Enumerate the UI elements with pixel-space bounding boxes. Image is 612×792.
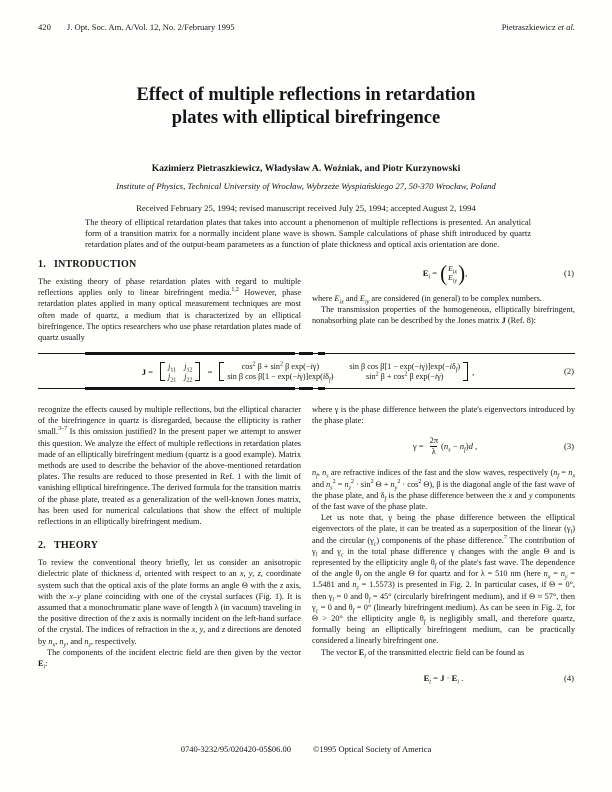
paragraph-let-us-note: Let us note that, γ being the phase difference between the elliptical eigenvectors of the plate, it can be treated as a superposition of the linear $(\gamma_l)$ and the circular $(\gamma_c)$ components of the phase difference.$^7$ The contribution of $\gamma_l$ and $\gamma_c$ in the total phase difference γ changes with the angle Θ and is represented by the ellipticity angle $\theta_f$ of the plate's fast wave. The dependence of the angle $\theta_f$ on the angle Θ for quartz and for λ = 510 nm (here $n_x = n_y = 1.5481$ and $n_z = 1.5573$) is presented in Fig. 2. In particular cases, if Θ = 0°, then $\gamma_l = 0$ and $\theta_f = 45^\circ$ (circularly birefringent medium), and if Θ ≈ 57°, then $\gamma_c = 0$ and $\theta_f = 0^\circ$ (linearly birefringent medium). As can be seen in Fig. 2, for Θ > 20° the ellipticity angle $\theta_f$ is negligibly small, and therefore quartz, formally being an elliptically birefringent medium, can be practically considered a linearly birefringent one. <box>312 513 575 646</box>
equation-3 <box>312 433 575 459</box>
equation-1-vector <box>447 264 458 283</box>
matrix-bracket-right <box>463 362 468 381</box>
paragraph-transmitted-vector: The vector $E_t$ of the transmitted electric field can be found as <box>321 647 525 660</box>
intro-paragraph-2: recognize the effects caused by multiple reflections, but the elliptical character of the birefringence in quartz is disregarded, because the ellipticity is rather small.$^{3-7}$ Is this omission justified? In the present paper we attempt to answer this question. We analyze the effect of multiple reflections in retardation plates made of an elliptically birefringent medium (quartz is a good example). Matrix methods are used to describe the behavior of the above-mentioned retardation plates. The results are reduced to those presented in Ref. 1 with the limit of vanishing elliptical birefringence. The derived formula for the transition matrix of the phase plate, treated as a generalization of the well-known Jones matrix, has been used for numerical calculations that show the effect of multiple reflections in an elliptically birefringent medium. <box>38 405 301 527</box>
equation-divider-bottom <box>38 387 575 390</box>
jones-matrix-expanded <box>227 361 461 384</box>
right-column-bottom <box>312 404 575 742</box>
copyright-footer <box>0 744 612 754</box>
article-title-line2: plates with elliptical birefringence <box>171 108 441 128</box>
abstract-text: The theory of elliptical retardation plates that takes into account a phenomenon of multiple reflections is presented. An analytical form of a transition matrix for a normally incident plane wave is shown. Sample calculations of phase shift introduced by quartz retardation plates and of the output-beam parameters as a function of plate thickness and optical axis orientation are done. <box>85 217 531 249</box>
affiliation-line: Institute of Physics, Technical University of Wrocław, Wybrzeże Wyspiańskiego 27, 50-370 Wrocław, Poland <box>116 181 496 191</box>
fraction-numerator: 2π <box>429 436 439 446</box>
intro-paragraph-1: The existing theory of phase retardation plates with regard to multiple reflections applies only to linear birefringent media.$^{1,2}$ However, phase retardation plates applied in many optical measurement techniques are most often made of quartz, a medium that is characterized by an elliptical birefringence. The optics researchers who use phase retardation plates made of quartz usually <box>38 277 301 343</box>
equation-4-body: $E_t = J \cdot E_i$ . <box>423 672 464 686</box>
section-2-number: 2. <box>38 540 46 552</box>
equation-2-block <box>38 352 575 390</box>
divider-dash <box>318 387 325 390</box>
running-header-left <box>38 22 235 32</box>
page-number: 420 <box>38 22 51 32</box>
copyright-code: 0740-3232/95/020420-05$06.00 <box>180 744 291 754</box>
equation-3-fraction <box>430 436 438 456</box>
paragraph-transmission: The transmission properties of the homogeneous, elliptically birefringent, nonabsorbing plate can be described by the Jones matrix J (Ref. 8): <box>312 305 575 326</box>
equation-1-lhs: $E_i$ = <box>422 268 438 281</box>
equation-1-number: (1) <box>563 268 574 278</box>
matrix-cell-12: sin β $\cos \beta[1 - \exp(-i\gamma)]\exp(-i\delta_f)$ <box>349 362 461 374</box>
matrix-bracket-right <box>195 362 200 381</box>
authors-line: Kazimierz Pietraszkiewicz, Władysław A. Woźniak, and Piotr Kurzynowski <box>151 163 461 174</box>
journal-reference: J. Opt. Soc. Am. A/Vol. 12, No. 2/February 1995 <box>66 22 235 32</box>
equation-4-number: (4) <box>563 672 574 683</box>
matrix-cell-11: $\cos^2 \beta + \sin^2 \beta$ exp(−iγ) <box>241 361 320 371</box>
divider-dash <box>299 387 313 390</box>
left-column-top <box>38 258 301 352</box>
equation-2-trail: , <box>472 366 475 377</box>
running-header <box>38 22 575 32</box>
equation-1 <box>312 260 575 286</box>
paragraph-refractive-indices: $n_f$, $n_s$ are refractive indices of the fast and the slow waves, respectively ($n_f = n_x$ and $n_s^2 = n_z^2 \cdot \sin^2 \Theta + n_y^2 \cdot \cos^2 \Theta$), β is the diagonal angle of the fast wave of the phase plate, and $\delta_f$ is the phase difference between the x and y components of the fast wave of the phase plate. <box>312 468 575 512</box>
section-1-title: INTRODUCTION <box>54 259 137 270</box>
vector-component-x: $E_{ix}$ <box>448 263 458 276</box>
received-line: Received February 25, 1994; revised manuscript received July 25, 1994; accepted August 2, 1994 <box>136 203 476 213</box>
copyright-notice: ©1995 Optical Society of America <box>312 744 432 754</box>
running-authors: Pietraszkiewicz et al. <box>501 22 575 32</box>
matrix-bracket-left <box>160 362 165 381</box>
matrix-cell-22: $\sin^2 \beta + \cos^2 \beta$ exp(−iγ) <box>366 371 444 381</box>
equation-2-number: (2) <box>563 366 574 376</box>
matrix-bracket-left <box>219 362 224 381</box>
divider-thick-bar <box>85 387 294 390</box>
equation-3-number: (3) <box>563 441 574 452</box>
vector-component-y: $E_{iy}$ <box>448 273 458 285</box>
equation-2 <box>38 355 575 387</box>
equation-2-lhs: J = <box>141 366 153 377</box>
right-column-top <box>312 256 575 352</box>
close-paren: ) <box>458 260 466 286</box>
section-1-number: 1. <box>38 259 46 270</box>
theory-paragraph-1: To review the conventional theory briefly, let us consider an anisotropic dielectric plate of thickness d, oriented with respect to an x, y, z, coordinate system such that the optical axis of the plate forms an angle Θ with the z axis, with the x–y plane coinciding with one of the crystal surfaces (Fig. 1). It is assumed that a monochromatic plane wave of length λ (in vacuum) traveling in the positive direction of the z axis is normally incident on the left-hand surface of the crystal. The indices of refraction in the x, y, and z directions are denoted by $n_x$, $n_y$, and $n_z$, respectively. <box>38 558 301 649</box>
jones-matrix-symbols <box>168 362 193 384</box>
section-2-title: THEORY <box>54 540 99 552</box>
theory-paragraph-2: The components of the incident electric field are then given by the vector $E_i$: <box>38 647 301 671</box>
section-2-heading <box>38 540 301 552</box>
equation-4 <box>312 669 575 687</box>
open-paren: ( <box>440 260 448 286</box>
section-1-heading <box>38 259 301 271</box>
matrix-j12: $j_{12}$ <box>184 362 193 374</box>
equation-3-rhs: $(n_s - n_f)d$ , <box>441 441 478 455</box>
matrix-cell-21: sin β $\cos \beta[1 - \exp(-i\gamma)]\exp(i\delta_f)$ <box>227 372 334 384</box>
paragraph-where-components: where $E_{ix}$ and $E_{iy}$ are considered (in general) to be complex numbers. <box>312 294 542 306</box>
left-column-bottom <box>38 404 301 740</box>
equation-2-equals: = <box>207 366 213 377</box>
fraction-denominator: λ <box>431 446 436 456</box>
matrix-j22: $j_{22}$ <box>184 372 193 384</box>
paragraph-where-gamma: where γ is the phase difference between the plate's eigenvectors introduced by the phase plate: <box>312 405 575 426</box>
matrix-j21: $j_{21}$ <box>168 372 177 384</box>
equation-1-trail: , <box>465 268 468 278</box>
article-title-line1: Effect of multiple reflections in retardation <box>136 85 476 105</box>
article-title <box>0 84 612 130</box>
equation-3-lhs: γ = <box>412 441 424 452</box>
matrix-j11: $j_{11}$ <box>168 362 177 374</box>
